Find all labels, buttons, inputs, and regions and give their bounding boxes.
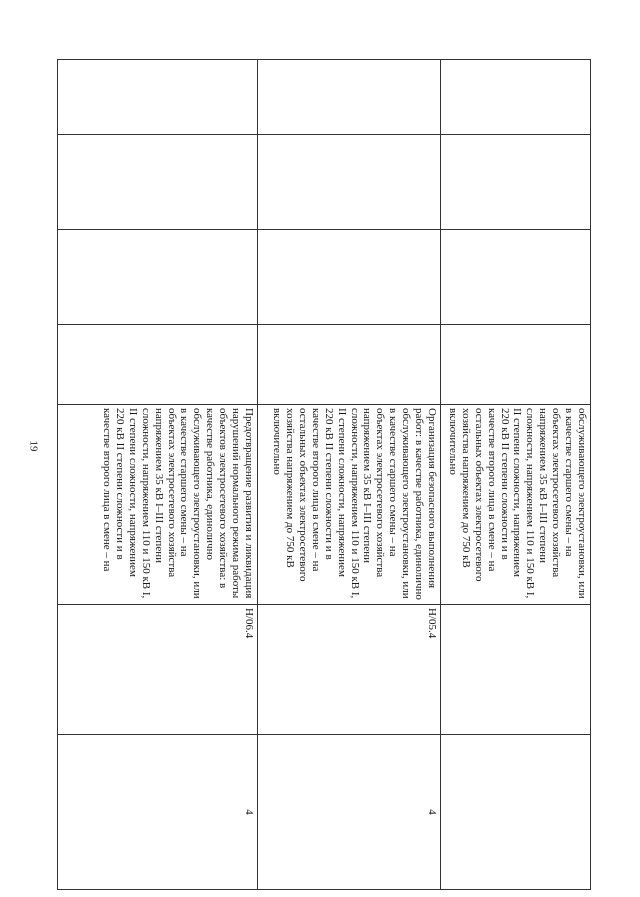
qualification-level: 4 bbox=[58, 735, 258, 890]
function-code: H/05.4 bbox=[258, 605, 441, 735]
table-cell bbox=[441, 60, 591, 135]
table-cell bbox=[258, 230, 441, 325]
table-cell bbox=[258, 135, 441, 230]
table-cell bbox=[58, 230, 258, 325]
function-description: Предотвращение развития и ликвидация нарушений нормального режима работы объектов электросетевого хозяйства: в качестве работника, единолично обслуживающего электроустановки, или в качестве старшего смены – на объектах электросетевого хозяйства напряжением 35 кВ I–III степени сложности, напряжением 110 и 150 кВ I, II степени сложности, напряжением 220 кВ II степени сложности и в качестве второго лица в смене – на bbox=[58, 405, 258, 605]
table-cell bbox=[441, 230, 591, 325]
function-code: H/06.4 bbox=[58, 605, 258, 735]
qualification-table bbox=[57, 59, 591, 890]
page-number: 19 bbox=[27, 440, 40, 452]
table-cell bbox=[441, 325, 591, 405]
function-code bbox=[441, 605, 591, 735]
rotated-page-content bbox=[58, 59, 591, 889]
qualification-level bbox=[441, 735, 591, 890]
table-row bbox=[258, 60, 441, 890]
function-description: Организация безопасного выполнения работ: в качестве работника, единолично обслуживающего электроустановки, или в качестве старшего смены – на объектах электросетевого хозяйства напряжением 35 кВ I–III степени сложности, напряжением 110 и 150 кВ I, II степени сложности, напряжением 220 кВ II степени сложности и в качестве второго лица в смене – на остальных объектах электросетевого хозяйства напряжением до 750 кВ включительно bbox=[258, 405, 441, 605]
table-cell bbox=[58, 60, 258, 135]
table-row bbox=[441, 60, 591, 890]
table-cell bbox=[58, 325, 258, 405]
table-cell bbox=[258, 60, 441, 135]
table-cell bbox=[258, 325, 441, 405]
table-row bbox=[58, 60, 258, 890]
table-cell bbox=[58, 135, 258, 230]
table-cell bbox=[441, 135, 591, 230]
qualification-level: 4 bbox=[258, 735, 441, 890]
function-description: обслуживающего электроустановки, или в качестве старшего смены – на объектах электросетевого хозяйства напряжением 35 кВ I–III степени сложности, напряжением 110 и 150 кВ I, II степени сложности, напряжением 220 кВ II степени сложности и в качестве второго лица в смене – на остальных объектах электросетевого хозяйства напряжением до 750 кВ включительно bbox=[441, 405, 591, 605]
